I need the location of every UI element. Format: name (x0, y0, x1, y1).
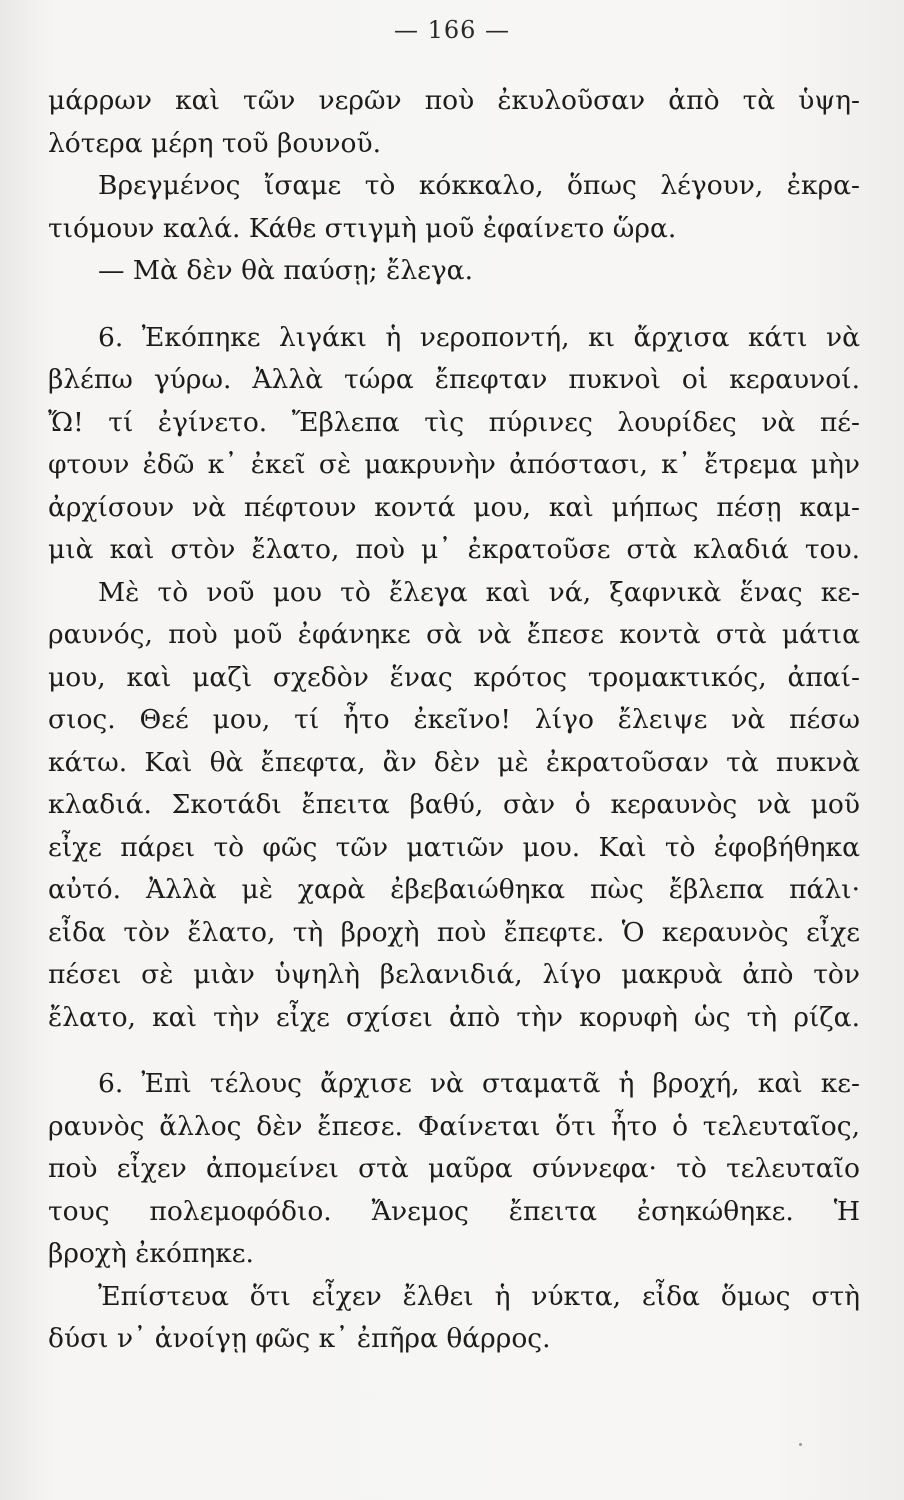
text-line: Ὤ! τί ἐγίνετο. Ἔβλεπα τὶς πύρινες λουρίδες νὰ πέ- (48, 406, 860, 438)
paragraph (48, 165, 860, 250)
text-line: Βρεγμένος ἴσαμε τὸ κόκκαλο, ὅπως λέγουν, ἐκρα- (98, 170, 860, 201)
body-text (48, 80, 860, 1361)
text-line: Μὲ τὸ νοῦ μου τὸ ἔλεγα καὶ νά, ξαφνικὰ ἕνας κε- (98, 576, 860, 608)
text-line: κλαδιά. Σκοτάδι ἔπειτα βαθύ, σὰν ὁ κεραυνὸς νὰ μοῦ (48, 789, 860, 820)
text-line: ραυνὸς ἄλλος δὲν ἔπεσε. Φαίνεται ὅτι ἦτο ὁ τελευταῖος, (48, 1110, 860, 1142)
paragraph (48, 1063, 860, 1276)
text-line: τιόμουν καλά. Κάθε στιγμὴ μοῦ ἐφαίνετο ὥρα. (48, 212, 677, 244)
text-line: εἶχε πάρει τὸ φῶς τῶν ματιῶν μου. Καὶ τὸ ἐφοβήθηκα (48, 831, 860, 863)
paragraph (48, 250, 860, 293)
page-number: — 166 — (393, 16, 511, 44)
text-line: ραυνός, ποὺ μοῦ ἐφάνηκε σὰ νὰ ἔπεσε κοντὰ στὰ μάτια (48, 619, 860, 650)
paragraph (48, 80, 860, 165)
text-line: ἀρχίσουν νὰ πέφτουν κοντά μου, καὶ μήπως πέσῃ καμ- (48, 491, 860, 523)
text-line: αὐτό. Ἀλλὰ μὲ χαρὰ ἐβεβαιώθηκα πὼς ἔβλεπα πάλι· (48, 874, 860, 905)
paragraph (48, 572, 860, 1040)
section-gap (48, 293, 860, 317)
paragraph (48, 1276, 860, 1361)
text-line: — Μὰ δὲν θὰ παύσῃ; ἔλεγα. (98, 255, 473, 286)
text-line: βροχὴ ἐκόπηκε. (48, 1238, 254, 1269)
text-line: βλέπω γύρω. Ἀλλὰ τώρα ἔπεφταν πυκνοὶ οἱ κεραυνοί. (48, 364, 860, 395)
text-line: μου, καὶ μαζὶ σχεδὸν ἕνας κρότος τρομακτικός, ἀπαί- (48, 661, 860, 693)
text-line: Ἐπίστευα ὅτι εἶχεν ἔλθει ἡ νύκτα, εἶδα ὅμως στὴ (98, 1280, 860, 1312)
text-line: εἶδα τὸν ἔλατο, τὴ βροχὴ ποὺ ἔπεφτε. Ὁ κεραυνὸς εἶχε (48, 916, 860, 948)
section-gap (48, 1039, 860, 1063)
text-line: φτουν ἐδῶ κ᾽ ἐκεῖ σὲ μακρυνὴν ἀπόστασι, κ᾽ ἔτρεμα μὴν (48, 449, 860, 480)
text-line: ἔλατο, καὶ τὴν εἶχε σχίσει ἀπὸ τὴν κορυφὴ ὡς τὴ ρίζα. (48, 1001, 860, 1033)
paper-speck (799, 1443, 802, 1446)
text-line: τους πολεμοφόδιο. Ἄνεμος ἔπειτα ἐσηκώθηκε. Ἡ (48, 1195, 860, 1227)
text-line: 6. Ἐκόπηκε λιγάκι ἡ νεροποντή, κι ἄρχισα κάτι νὰ (98, 321, 860, 353)
text-line: 6. Ἐπὶ τέλους ἄρχισε νὰ σταματᾶ ἡ βροχή, καὶ κε- (98, 1068, 860, 1099)
text-line: ποὺ εἶχεν ἀπομείνει στὰ μαῦρα σύννεφα· τὸ τελευταῖο (48, 1153, 860, 1184)
text-line: κάτω. Καὶ θὰ ἔπεφτα, ἂν δὲν μὲ ἐκρατοῦσαν τὰ πυκνὰ (48, 746, 860, 778)
text-line: λότερα μέρη τοῦ βουνοῦ. (48, 127, 381, 159)
text-line: πέσει σὲ μιὰν ὑψηλὴ βελανιδιά, λίγο μακρυὰ ἀπὸ τὸν (48, 959, 860, 990)
text-line: δύσι ν᾽ ἀνοίγῃ φῶς κ᾽ ἐπῆρα θάρρος. (48, 1323, 551, 1354)
text-line: μιὰ καὶ στὸν ἔλατο, ποὺ μ᾽ ἐκρατοῦσε στὰ κλαδιά του. (48, 534, 860, 565)
text-line: μάρρων καὶ τῶν νερῶν ποὺ ἐκυλοῦσαν ἀπὸ τὰ ὑψη- (48, 85, 860, 116)
text-line: σιος. Θεέ μου, τί ἦτο ἐκεῖνο! λίγο ἔλειψε νὰ πέσω (48, 704, 860, 735)
paragraph (48, 317, 860, 572)
